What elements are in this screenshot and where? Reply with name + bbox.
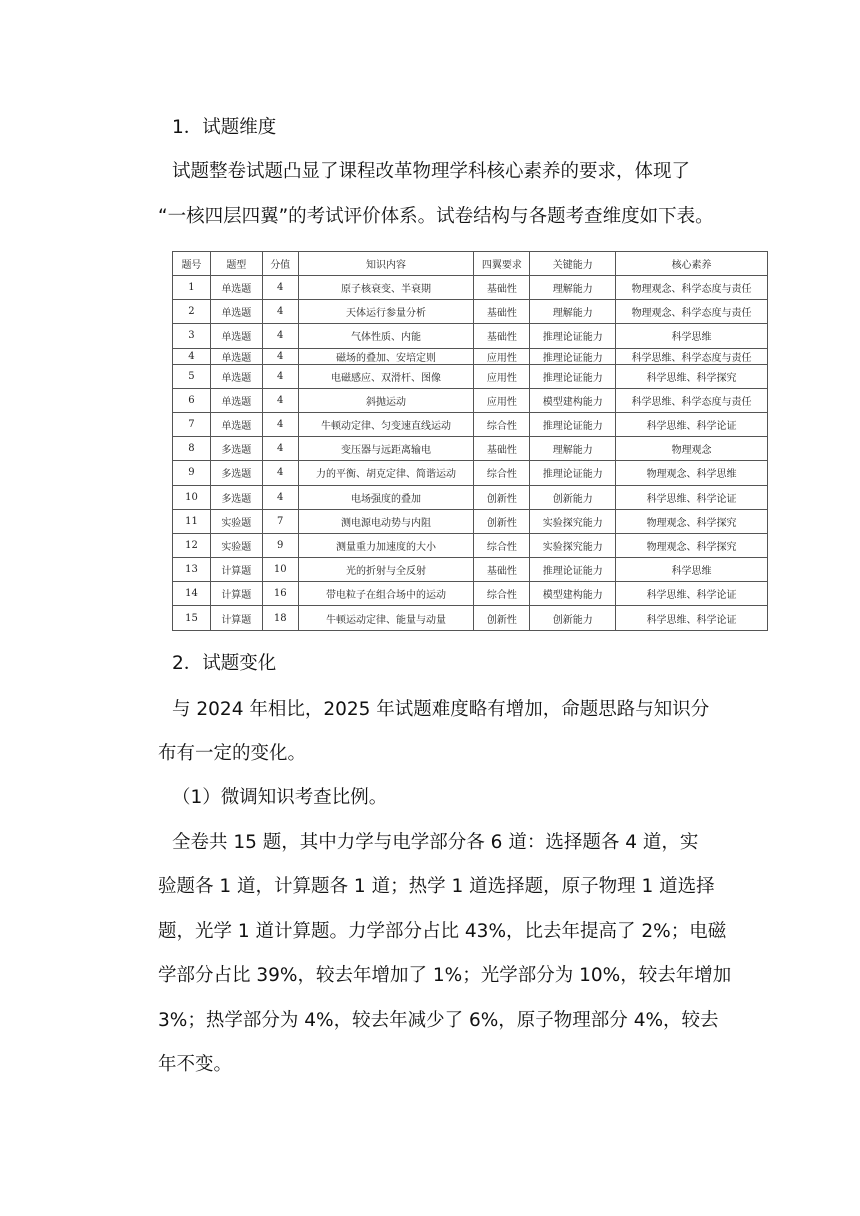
- table-cell: 多选题: [210, 485, 262, 509]
- section2-p1-line1: 与 2024 年相比，2025 年试题难度略有增加，命题思路与知识分: [172, 699, 710, 720]
- table-cell: 理解能力: [530, 276, 616, 300]
- table-cell: 计算题: [210, 606, 262, 630]
- table-row: [173, 461, 768, 485]
- section2-p1-line2: 布有一定的变化。: [158, 743, 307, 764]
- table-cell: 单选题: [210, 412, 262, 436]
- table-row: [173, 533, 768, 557]
- table-cell: 科学思维: [616, 558, 768, 582]
- table-cell: 磁场的叠加、安培定则: [298, 348, 474, 364]
- table-cell: 3: [173, 324, 211, 348]
- table-cell: 应用性: [474, 364, 530, 388]
- table-row: [173, 485, 768, 509]
- table-cell: 多选题: [210, 437, 262, 461]
- table-row: [173, 348, 768, 364]
- table-cell: 应用性: [474, 348, 530, 364]
- table-cell: 单选题: [210, 300, 262, 324]
- table-cell: 单选题: [210, 364, 262, 388]
- table-cell: 科学思维、科学论证: [616, 606, 768, 630]
- table-cell: 原子核衰变、半衰期: [298, 276, 474, 300]
- table-cell: 创新性: [474, 606, 530, 630]
- table-cell: 测电源电动势与内阻: [298, 509, 474, 533]
- section2-subheading: （1）微调知识考查比例。: [172, 787, 388, 808]
- table-cell: 应用性: [474, 388, 530, 412]
- table-row: [173, 276, 768, 300]
- table-cell: 单选题: [210, 388, 262, 412]
- table-cell: 物理观念、科学态度与责任: [616, 300, 768, 324]
- table-cell: 4: [262, 348, 298, 364]
- table-cell: 力的平衡、胡克定律、简谐运动: [298, 461, 474, 485]
- table-cell: 模型建构能力: [530, 582, 616, 606]
- table-cell: 科学思维、科学论证: [616, 412, 768, 436]
- table-row: [173, 412, 768, 436]
- table-header-cell: 题号: [173, 252, 211, 276]
- table-cell: 推理论证能力: [530, 324, 616, 348]
- table-cell: 10: [173, 485, 211, 509]
- table-cell: 科学思维、科学态度与责任: [616, 348, 768, 364]
- table-cell: 单选题: [210, 276, 262, 300]
- table-cell: 天体运行参量分析: [298, 300, 474, 324]
- table-cell: 4: [262, 364, 298, 388]
- table-row: [173, 606, 768, 630]
- table-header-cell: 关键能力: [530, 252, 616, 276]
- table-cell: 科学思维: [616, 324, 768, 348]
- table-cell: 科学思维、科学论证: [616, 485, 768, 509]
- section2-p2-line3: 题，光学 1 道计算题。力学部分占比 43%，比去年提高了 2%；电磁: [158, 921, 727, 942]
- table-cell: 单选题: [210, 324, 262, 348]
- table-row: [173, 558, 768, 582]
- table-cell: 16: [262, 582, 298, 606]
- table-cell: 综合性: [474, 582, 530, 606]
- table-cell: 牛顿运动定律、能量与动量: [298, 606, 474, 630]
- table-cell: 14: [173, 582, 211, 606]
- table-cell: 基础性: [474, 437, 530, 461]
- table-cell: 基础性: [474, 558, 530, 582]
- table-header-cell: 四翼要求: [474, 252, 530, 276]
- table-cell: 11: [173, 509, 211, 533]
- table-row: [173, 300, 768, 324]
- table-cell: 实验探究能力: [530, 533, 616, 557]
- table-cell: 物理观念、科学态度与责任: [616, 276, 768, 300]
- section2-p2-line6: 年不变。: [158, 1054, 233, 1075]
- table-cell: 4: [262, 485, 298, 509]
- table-cell: 推理论证能力: [530, 461, 616, 485]
- table-row: [173, 364, 768, 388]
- table-cell: 多选题: [210, 461, 262, 485]
- table-cell: 15: [173, 606, 211, 630]
- section1-intro-line1: 试题整卷试题凸显了课程改革物理学科核心素养的要求，体现了: [172, 161, 691, 182]
- table-cell: 推理论证能力: [530, 364, 616, 388]
- table-header-cell: 题型: [210, 252, 262, 276]
- table-cell: 综合性: [474, 461, 530, 485]
- table-cell: 实验题: [210, 533, 262, 557]
- table-cell: 气体性质、内能: [298, 324, 474, 348]
- table-cell: 推理论证能力: [530, 412, 616, 436]
- table-cell: 创新性: [474, 509, 530, 533]
- table-cell: 4: [262, 388, 298, 412]
- section2-heading: 2．试题变化: [172, 653, 277, 674]
- table-cell: 实验题: [210, 509, 262, 533]
- table-cell: 创新能力: [530, 485, 616, 509]
- table-cell: 4: [262, 461, 298, 485]
- table-cell: 2: [173, 300, 211, 324]
- table-cell: 科学思维、科学探究: [616, 364, 768, 388]
- section2-p2-line4: 学部分占比 39%，较去年增加了 1%；光学部分为 10%，较去年增加: [158, 965, 732, 986]
- table-cell: 基础性: [474, 324, 530, 348]
- table-header-cell: 核心素养: [616, 252, 768, 276]
- table-cell: 综合性: [474, 412, 530, 436]
- table-cell: 物理观念: [616, 437, 768, 461]
- table-header-cell: 分值: [262, 252, 298, 276]
- table-cell: 1: [173, 276, 211, 300]
- table-cell: 模型建构能力: [530, 388, 616, 412]
- section2-p2-line1: 全卷共 15 题，其中力学与电学部分各 6 道：选择题各 4 道，实: [172, 832, 699, 853]
- table-cell: 斜抛运动: [298, 388, 474, 412]
- table-cell: 4: [262, 412, 298, 436]
- table-cell: 光的折射与全反射: [298, 558, 474, 582]
- section1-intro-line2: “一核四层四翼”的考试评价体系。试卷结构与各题考查维度如下表。: [158, 206, 714, 227]
- table-cell: 7: [173, 412, 211, 436]
- table-row: [173, 437, 768, 461]
- table-cell: 10: [262, 558, 298, 582]
- table-cell: 测量重力加速度的大小: [298, 533, 474, 557]
- table-cell: 13: [173, 558, 211, 582]
- table-row: [173, 388, 768, 412]
- table-cell: 9: [173, 461, 211, 485]
- table-header-cell: 知识内容: [298, 252, 474, 276]
- table-cell: 带电粒子在组合场中的运动: [298, 582, 474, 606]
- table-cell: 推理论证能力: [530, 348, 616, 364]
- table-cell: 12: [173, 533, 211, 557]
- section2-p2-line5: 3%；热学部分为 4%，较去年减少了 6%，原子物理部分 4%，较去: [158, 1010, 719, 1031]
- table-cell: 创新性: [474, 485, 530, 509]
- table-header-row: [173, 252, 768, 276]
- table-cell: 基础性: [474, 300, 530, 324]
- exam-dimension-table: [172, 251, 768, 631]
- table-cell: 单选题: [210, 348, 262, 364]
- table-cell: 电磁感应、双滑杆、图像: [298, 364, 474, 388]
- section2-p2-line2: 验题各 1 道，计算题各 1 道；热学 1 道选择题，原子物理 1 道选择: [158, 876, 715, 897]
- table-cell: 9: [262, 533, 298, 557]
- table-cell: 综合性: [474, 533, 530, 557]
- section1-heading: 1．试题维度: [172, 117, 277, 138]
- table-cell: 科学思维、科学论证: [616, 582, 768, 606]
- table-cell: 4: [262, 300, 298, 324]
- table-cell: 物理观念、科学探究: [616, 509, 768, 533]
- table-cell: 7: [262, 509, 298, 533]
- table-cell: 4: [262, 324, 298, 348]
- table-cell: 牛顿动定律、匀变速直线运动: [298, 412, 474, 436]
- table-cell: 计算题: [210, 582, 262, 606]
- table-cell: 计算题: [210, 558, 262, 582]
- table-cell: 理解能力: [530, 437, 616, 461]
- table-row: [173, 582, 768, 606]
- table-cell: 推理论证能力: [530, 558, 616, 582]
- table-cell: 8: [173, 437, 211, 461]
- table-cell: 基础性: [474, 276, 530, 300]
- table-cell: 18: [262, 606, 298, 630]
- table-cell: 4: [173, 348, 211, 364]
- table-cell: 理解能力: [530, 300, 616, 324]
- table-cell: 4: [262, 276, 298, 300]
- table-cell: 5: [173, 364, 211, 388]
- table-cell: 物理观念、科学探究: [616, 533, 768, 557]
- table-cell: 6: [173, 388, 211, 412]
- table-cell: 科学思维、科学态度与责任: [616, 388, 768, 412]
- table-cell: 电场强度的叠加: [298, 485, 474, 509]
- table-cell: 实验探究能力: [530, 509, 616, 533]
- table-cell: 变压器与远距离输电: [298, 437, 474, 461]
- table-row: [173, 324, 768, 348]
- table-cell: 4: [262, 437, 298, 461]
- table-cell: 创新能力: [530, 606, 616, 630]
- table-cell: 物理观念、科学思维: [616, 461, 768, 485]
- table-row: [173, 509, 768, 533]
